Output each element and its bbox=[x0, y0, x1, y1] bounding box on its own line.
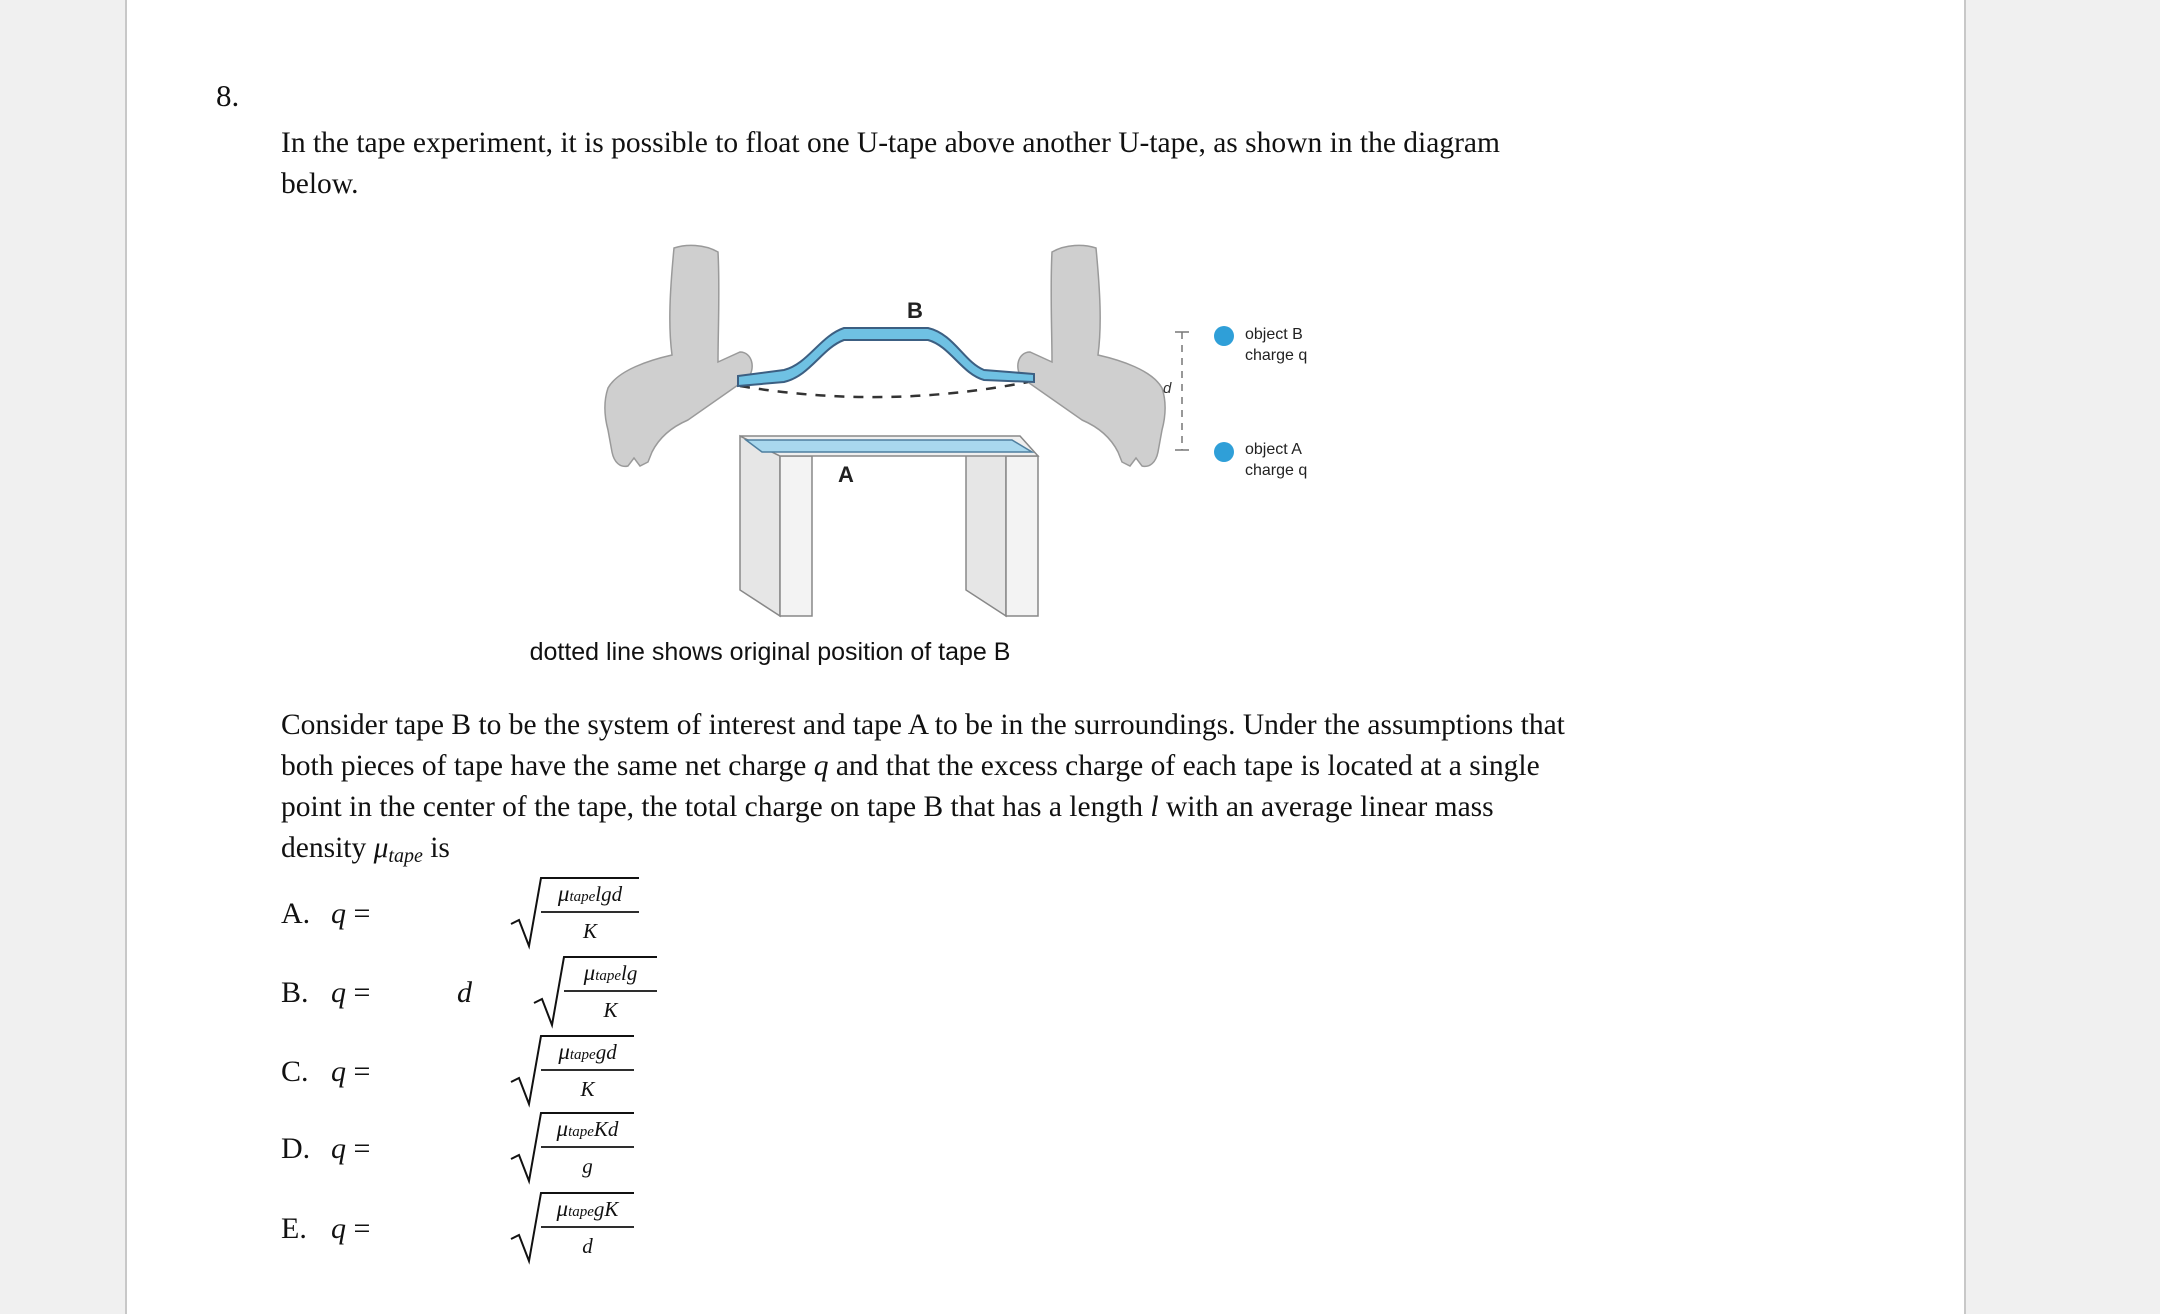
radical-d: μtapeKd g bbox=[511, 1109, 636, 1189]
option-c[interactable]: C. q = μtapegd K bbox=[281, 1032, 661, 1112]
original-position-line bbox=[740, 382, 1028, 397]
tape-a bbox=[746, 440, 1032, 452]
option-d[interactable]: D. q = μtapeKd g bbox=[281, 1109, 661, 1189]
tape-diagram bbox=[500, 230, 1320, 640]
radical-c: μtapegd K bbox=[511, 1032, 636, 1112]
tape-b bbox=[738, 328, 1034, 386]
label-d: d bbox=[1163, 380, 1172, 397]
question-intro: In the tape experiment, it is possible to float one U-tape above another U-tape, as shown in the diagram below. bbox=[281, 127, 1500, 200]
legend-a-line2: charge q bbox=[1245, 462, 1308, 479]
radical-b: μtapelg K bbox=[534, 953, 659, 1033]
option-a[interactable]: A. q = μtapelgd K bbox=[281, 874, 661, 954]
left-hand bbox=[605, 245, 752, 466]
legend-b-line1: object B bbox=[1245, 326, 1303, 343]
radical-a: μtapelgd K bbox=[511, 874, 641, 954]
table-a bbox=[740, 436, 1038, 616]
figure-caption: dotted line shows original position of tape B bbox=[529, 638, 1011, 666]
label-b: B bbox=[907, 298, 923, 323]
right-hand bbox=[1018, 245, 1165, 466]
label-a: A bbox=[838, 462, 854, 487]
option-b[interactable]: B. q = d μtapelg K bbox=[281, 953, 681, 1033]
object-a-charge bbox=[1214, 442, 1234, 462]
object-b-charge bbox=[1214, 326, 1234, 346]
legend-b-line2: charge q bbox=[1245, 347, 1308, 364]
radical-e: μtapegK d bbox=[511, 1189, 636, 1269]
question-number: 8. bbox=[216, 78, 240, 113]
question-body: Consider tape B to be the system of interest and tape A to be in the surroundings. Under the assumptions that both pieces of tape have the same net charge q and that the excess charge of each tape is located at a single point in the center of the tape, the total charge on tape B that has a length l with an average linear mass density μtape is bbox=[281, 709, 1565, 867]
legend-a-line1: object A bbox=[1245, 441, 1302, 458]
option-e[interactable]: E. q = μtapegK d bbox=[281, 1189, 661, 1269]
